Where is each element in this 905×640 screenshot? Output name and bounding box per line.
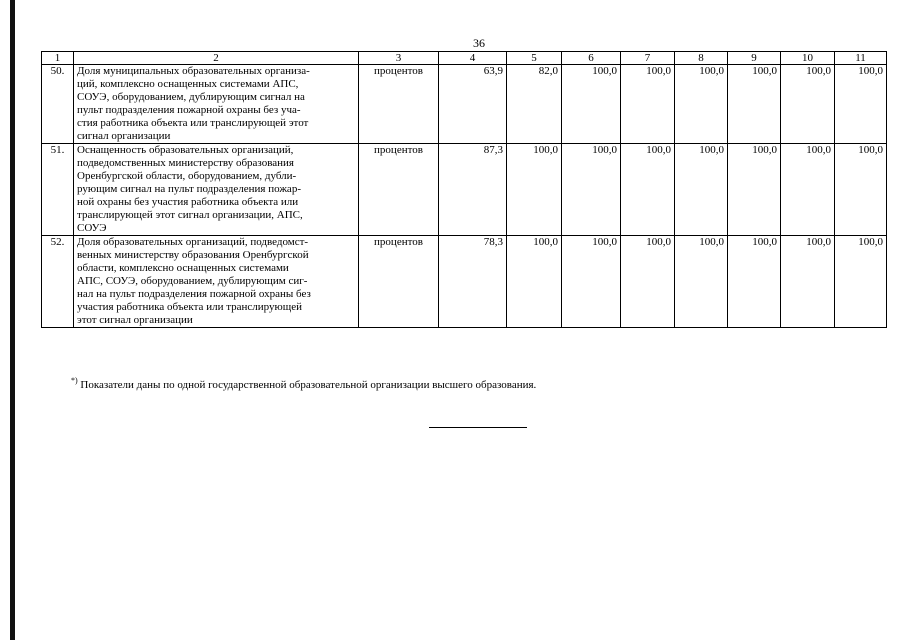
header-cell: 4 [439,52,507,65]
indicator-name-line: ной охраны без участия работника объекта или [77,196,299,208]
value-cell: 100,0 [562,236,621,328]
value-cell: 100,0 [675,236,728,328]
indicator-name-line: ций, комплексно оснащенных системами АПС, [77,78,299,90]
indicator-name-line: участия работника объекта или транслирующей [77,301,302,313]
indicator-name-line: транслирующей этот сигнал организации, АПС, [77,209,303,221]
value-cell: 100,0 [781,65,835,144]
value-cell: 100,0 [562,65,621,144]
header-cell: 10 [781,52,835,65]
indicator-name-line: области, комплексно оснащенных системами [77,262,289,274]
unit-cell: процентов [359,236,439,328]
value-cell: 63,9 [439,65,507,144]
value-cell: 100,0 [728,236,781,328]
footnote-mark: *) [71,376,78,385]
indicator-name-line: Оренбургской области, оборудованием, дубли- [77,170,297,182]
indicator-name-line: венных министерству образования Оренбургской [77,249,309,261]
value-cell: 100,0 [621,144,675,236]
table-row [42,236,887,328]
indicator-name-line: пульт подразделения пожарной охраны без уча- [77,104,301,116]
header-cell: 8 [675,52,728,65]
indicator-name-line: подведомственных министерству образования [77,157,294,169]
value-cell: 100,0 [835,65,887,144]
row-number: 50. [42,65,74,144]
footnote [71,376,536,391]
page-edge-bar [10,0,15,640]
indicator-name-line: АПС, СОУЭ, оборудованием, дублирующим сиг- [77,275,308,287]
page-number: 36 [473,36,485,50]
value-cell: 100,0 [835,236,887,328]
indicator-name-line: сигнал организации [77,130,171,142]
value-cell: 100,0 [835,144,887,236]
header-cell: 2 [74,52,359,65]
value-cell: 78,3 [439,236,507,328]
indicator-name-line: СОУЭ [77,222,107,234]
indicator-name-line: рующим сигнал на пульт подразделения пожар- [77,183,301,195]
indicator-name-line: Доля образовательных организаций, подведомст- [77,236,309,248]
footnote-text: Показатели даны по одной государственной образовательной организации высшего образования. [77,379,537,391]
header-cell: 1 [42,52,74,65]
value-cell: 100,0 [728,65,781,144]
indicator-name-line: Доля муниципальных образовательных организа- [77,65,310,77]
value-cell: 100,0 [507,236,562,328]
header-cell: 6 [562,52,621,65]
value-cell: 100,0 [675,144,728,236]
header-cell: 7 [621,52,675,65]
table-header-row [42,52,887,65]
header-cell: 9 [728,52,781,65]
value-cell: 87,3 [439,144,507,236]
row-number: 51. [42,144,74,236]
value-cell: 100,0 [728,144,781,236]
indicator-name-line: нал на пульт подразделения пожарной охраны без [77,288,311,300]
indicator-name [74,236,359,328]
unit-cell: процентов [359,144,439,236]
indicator-name [74,65,359,144]
indicator-name-line: стия работника объекта или транслирующей этот [77,117,309,129]
table-row [42,144,887,236]
table-row [42,65,887,144]
value-cell: 100,0 [675,65,728,144]
indicator-table [41,51,887,328]
header-cell: 5 [507,52,562,65]
indicator-name-line: Оснащенность образовательных организаций, [77,144,294,156]
header-cell: 3 [359,52,439,65]
end-rule [429,427,527,428]
row-number: 52. [42,236,74,328]
value-cell: 82,0 [507,65,562,144]
indicator-name [74,144,359,236]
value-cell: 100,0 [621,236,675,328]
indicator-name-line: СОУЭ, оборудованием, дублирующим сигнал на [77,91,305,103]
header-cell: 11 [835,52,887,65]
unit-cell: процентов [359,65,439,144]
value-cell: 100,0 [781,236,835,328]
value-cell: 100,0 [781,144,835,236]
value-cell: 100,0 [507,144,562,236]
value-cell: 100,0 [621,65,675,144]
indicator-name-line: этот сигнал организации [77,314,193,326]
value-cell: 100,0 [562,144,621,236]
